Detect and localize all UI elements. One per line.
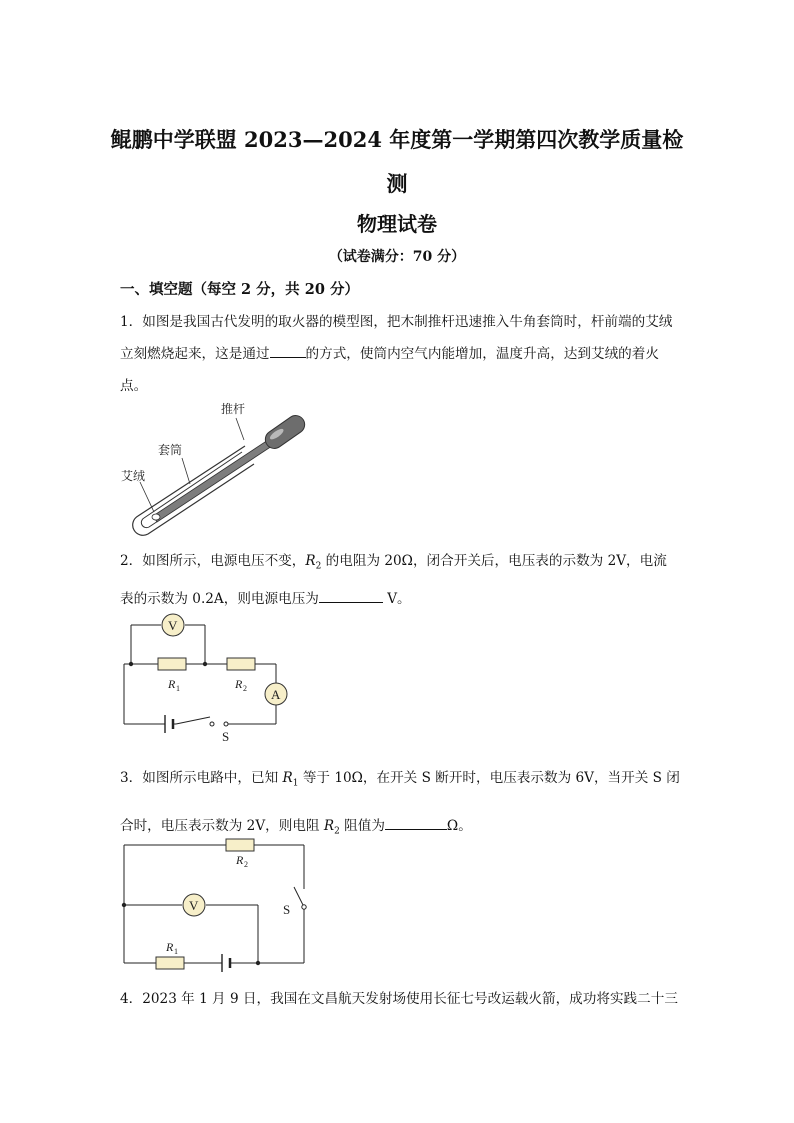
q3-r1-subscript: 1	[292, 778, 299, 789]
q2-r2-symbol: R	[305, 553, 316, 569]
r1-label: R	[168, 677, 176, 691]
page-title-line-2: 测	[386, 171, 408, 196]
q3-text-d: Ω。	[446, 817, 472, 834]
label-rod: 推杆	[221, 402, 246, 416]
q1-text-b: 的方式，使筒内空气内能增加，温度升高，达到艾绒的着火点。	[120, 346, 659, 394]
resistor-r2	[226, 839, 254, 851]
r2-label: R	[236, 853, 244, 867]
resistor-r1	[156, 957, 184, 969]
q3-text-c: 阻值为	[339, 817, 385, 834]
resistor-r1	[158, 658, 186, 670]
q1-answer-blank	[270, 343, 306, 358]
label-sleeve: 套筒	[158, 443, 183, 457]
q3-r1-symbol: R	[282, 770, 293, 786]
switch-label: S	[222, 729, 230, 744]
section-heading: 一、填空题（每空 2 分，共 20 分）	[120, 281, 359, 298]
r2-subscript: 2	[243, 684, 247, 693]
r2-subscript: 2	[244, 860, 248, 869]
r1-subscript: 1	[174, 947, 178, 956]
full-score-note: （试卷满分：70 分）	[328, 249, 466, 265]
q2-text-c: V。	[382, 590, 411, 607]
fire-starter-figure	[118, 398, 318, 540]
r1-subscript: 1	[176, 684, 180, 693]
circuit-figure-q2	[118, 610, 293, 745]
switch-pivot	[210, 722, 214, 726]
switch-contact	[302, 905, 306, 909]
q3-text-b: 等于 10Ω，在开关 S 断开时，电压表示数为 6V，当开关 S 闭合时，电压表示数为 2V，则电阻	[120, 770, 680, 834]
ammeter-label: A	[271, 687, 281, 702]
label-moxa: 艾绒	[121, 469, 146, 483]
q3-r2-subscript: 2	[334, 826, 340, 837]
q2-r2-subscript: 2	[315, 561, 322, 572]
rod-handle	[262, 412, 308, 452]
moxa-tip	[152, 514, 160, 520]
q2-text-b: 的电阻为 20Ω，闭合开关后，电压表的示数为 2V，电流表的示数为 0.2A，则电源电压为	[120, 553, 667, 607]
q1-text-a: 1．如图是我国古代发明的取火器的模型图，把木制推杆迅速推入牛角套筒时，杆前端的艾绒立刻燃烧起来，这是通过	[120, 314, 673, 362]
resistor-r2	[227, 658, 255, 670]
question-1	[120, 306, 680, 402]
question-4	[120, 983, 680, 1015]
page-title-line-1: 鲲鹏中学联盟 2023—2024 年度第一学期第四次教学质量检	[110, 127, 684, 152]
q3-text-a: 3．如图所示电路中，已知	[120, 770, 283, 786]
voltmeter-label: V	[189, 898, 199, 913]
switch-label: S	[283, 902, 291, 917]
question-2	[120, 545, 680, 615]
subject-title: 物理试卷	[357, 212, 437, 236]
r1-label: R	[166, 940, 174, 954]
r2-label: R	[235, 677, 243, 691]
q2-answer-blank	[319, 588, 383, 603]
circuit-figure-q3	[118, 835, 313, 980]
voltmeter-label: V	[168, 618, 178, 633]
q4-text-a: 4．2023 年 1 月 9 日，我国在文昌航天发射场使用长征七号改运载火箭，成功将实践二十三	[120, 991, 678, 1007]
q3-answer-blank	[385, 815, 447, 830]
q2-text-a: 2．如图所示，电源电压不变，	[120, 553, 306, 569]
q3-r2-symbol: R	[323, 817, 335, 834]
